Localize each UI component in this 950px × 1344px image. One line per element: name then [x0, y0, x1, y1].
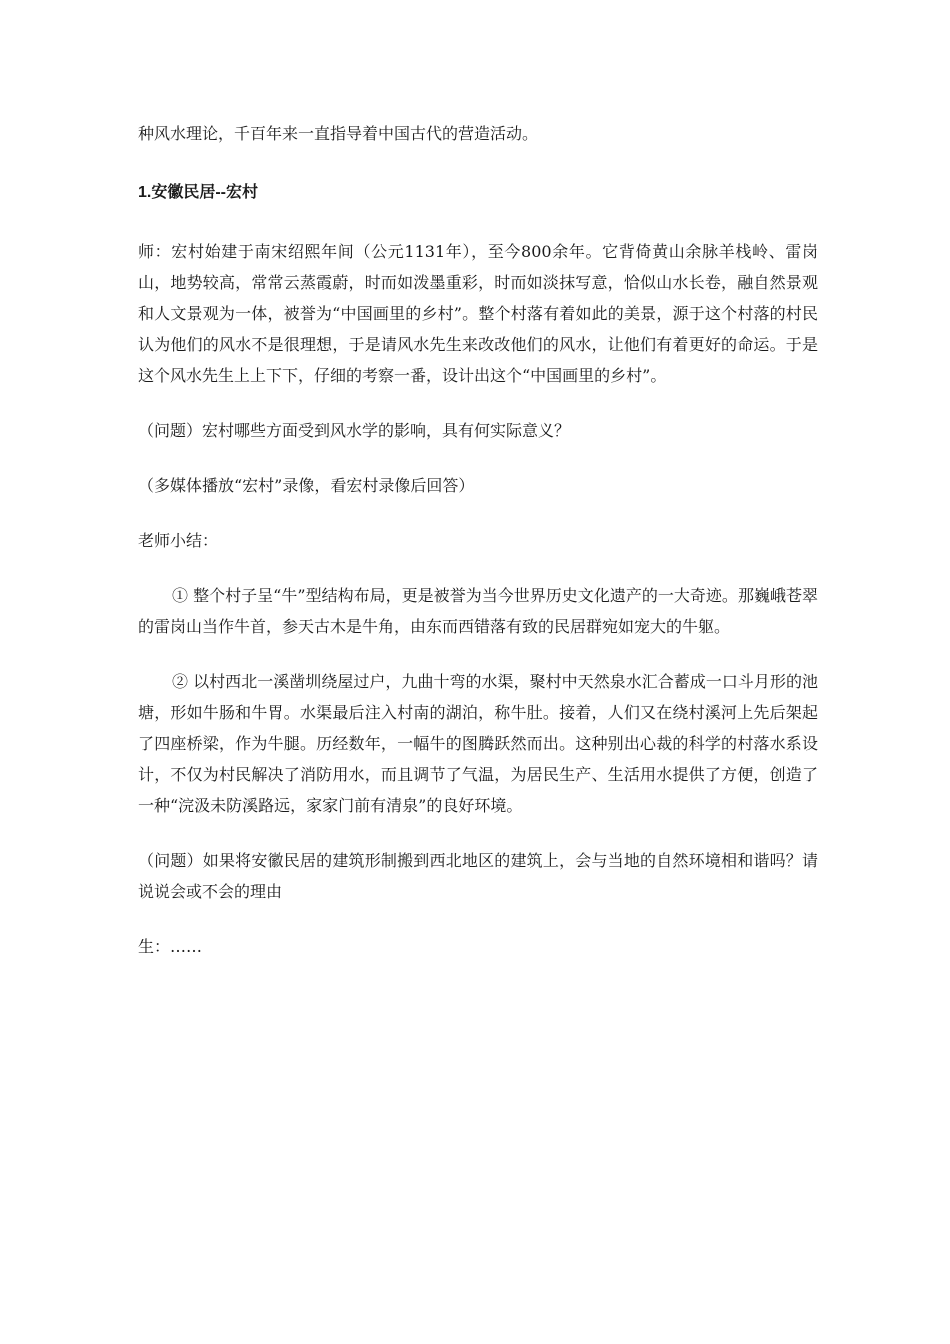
document-page [138, 118, 818, 962]
media-note: （多媒体播放“宏村”录像，看宏村录像后回答） [138, 476, 475, 495]
section-heading: 1.安徽民居--宏村 [138, 184, 259, 201]
summary-point-1: ① 整个村子呈“牛”型结构布局，更是被誉为当今世界历史文化遗产的一大奇迹。那巍峨苍翠的雷岗山当作牛首，参天古木是牛角，由东而西错落有致的民居群宛如宠大的牛躯。 [138, 586, 818, 636]
question-2: （问题）如果将安徽民居的建筑形制搬到西北地区的建筑上，会与当地的自然环境相和谐吗？请说说会或不会的理由 [138, 851, 818, 901]
teacher-intro-paragraph: 师：宏村始建于南宋绍熙年间（公元1131年），至今800余年。它背倚黄山余脉羊栈岭、雷岗山，地势较高，常常云蒸霞蔚，时而如泼墨重彩，时而如淡抹写意，恰似山水长卷，融自然景观和人文景观为一体，被誉为“中国画里的乡村”。整个村落有着如此的美景，源于这个村落的村民认为他们的风水不是很理想，于是请风水先生来改改他们的风水，让他们有着更好的命运。于是这个风水先生上上下下，仔细的考察一番，设计出这个“中国画里的乡村”。 [138, 242, 818, 385]
student-answer: 生：…… [138, 937, 203, 956]
intro-tail-paragraph: 种风水理论，千百年来一直指导着中国古代的营造活动。 [138, 124, 539, 143]
summary-label: 老师小结： [138, 531, 219, 550]
summary-point-2: ② 以村西北一溪凿圳绕屋过户，九曲十弯的水渠，聚村中天然泉水汇合蓄成一口斗月形的池塘，形如牛肠和牛胃。水渠最后注入村南的湖泊，称牛肚。接着，人们又在绕村溪河上先后架起了四座桥梁，作为牛腿。历经数年，一幅牛的图腾跃然而出。这种别出心裁的科学的村落水系设计，不仅为村民解决了消防用水，而且调节了气温，为居民生产、生活用水提供了方便，创造了一种“浣汲未防溪路远，家家门前有清泉”的良好环境。 [138, 672, 818, 815]
question-1: （问题）宏村哪些方面受到风水学的影响，具有何实际意义？ [138, 421, 571, 440]
